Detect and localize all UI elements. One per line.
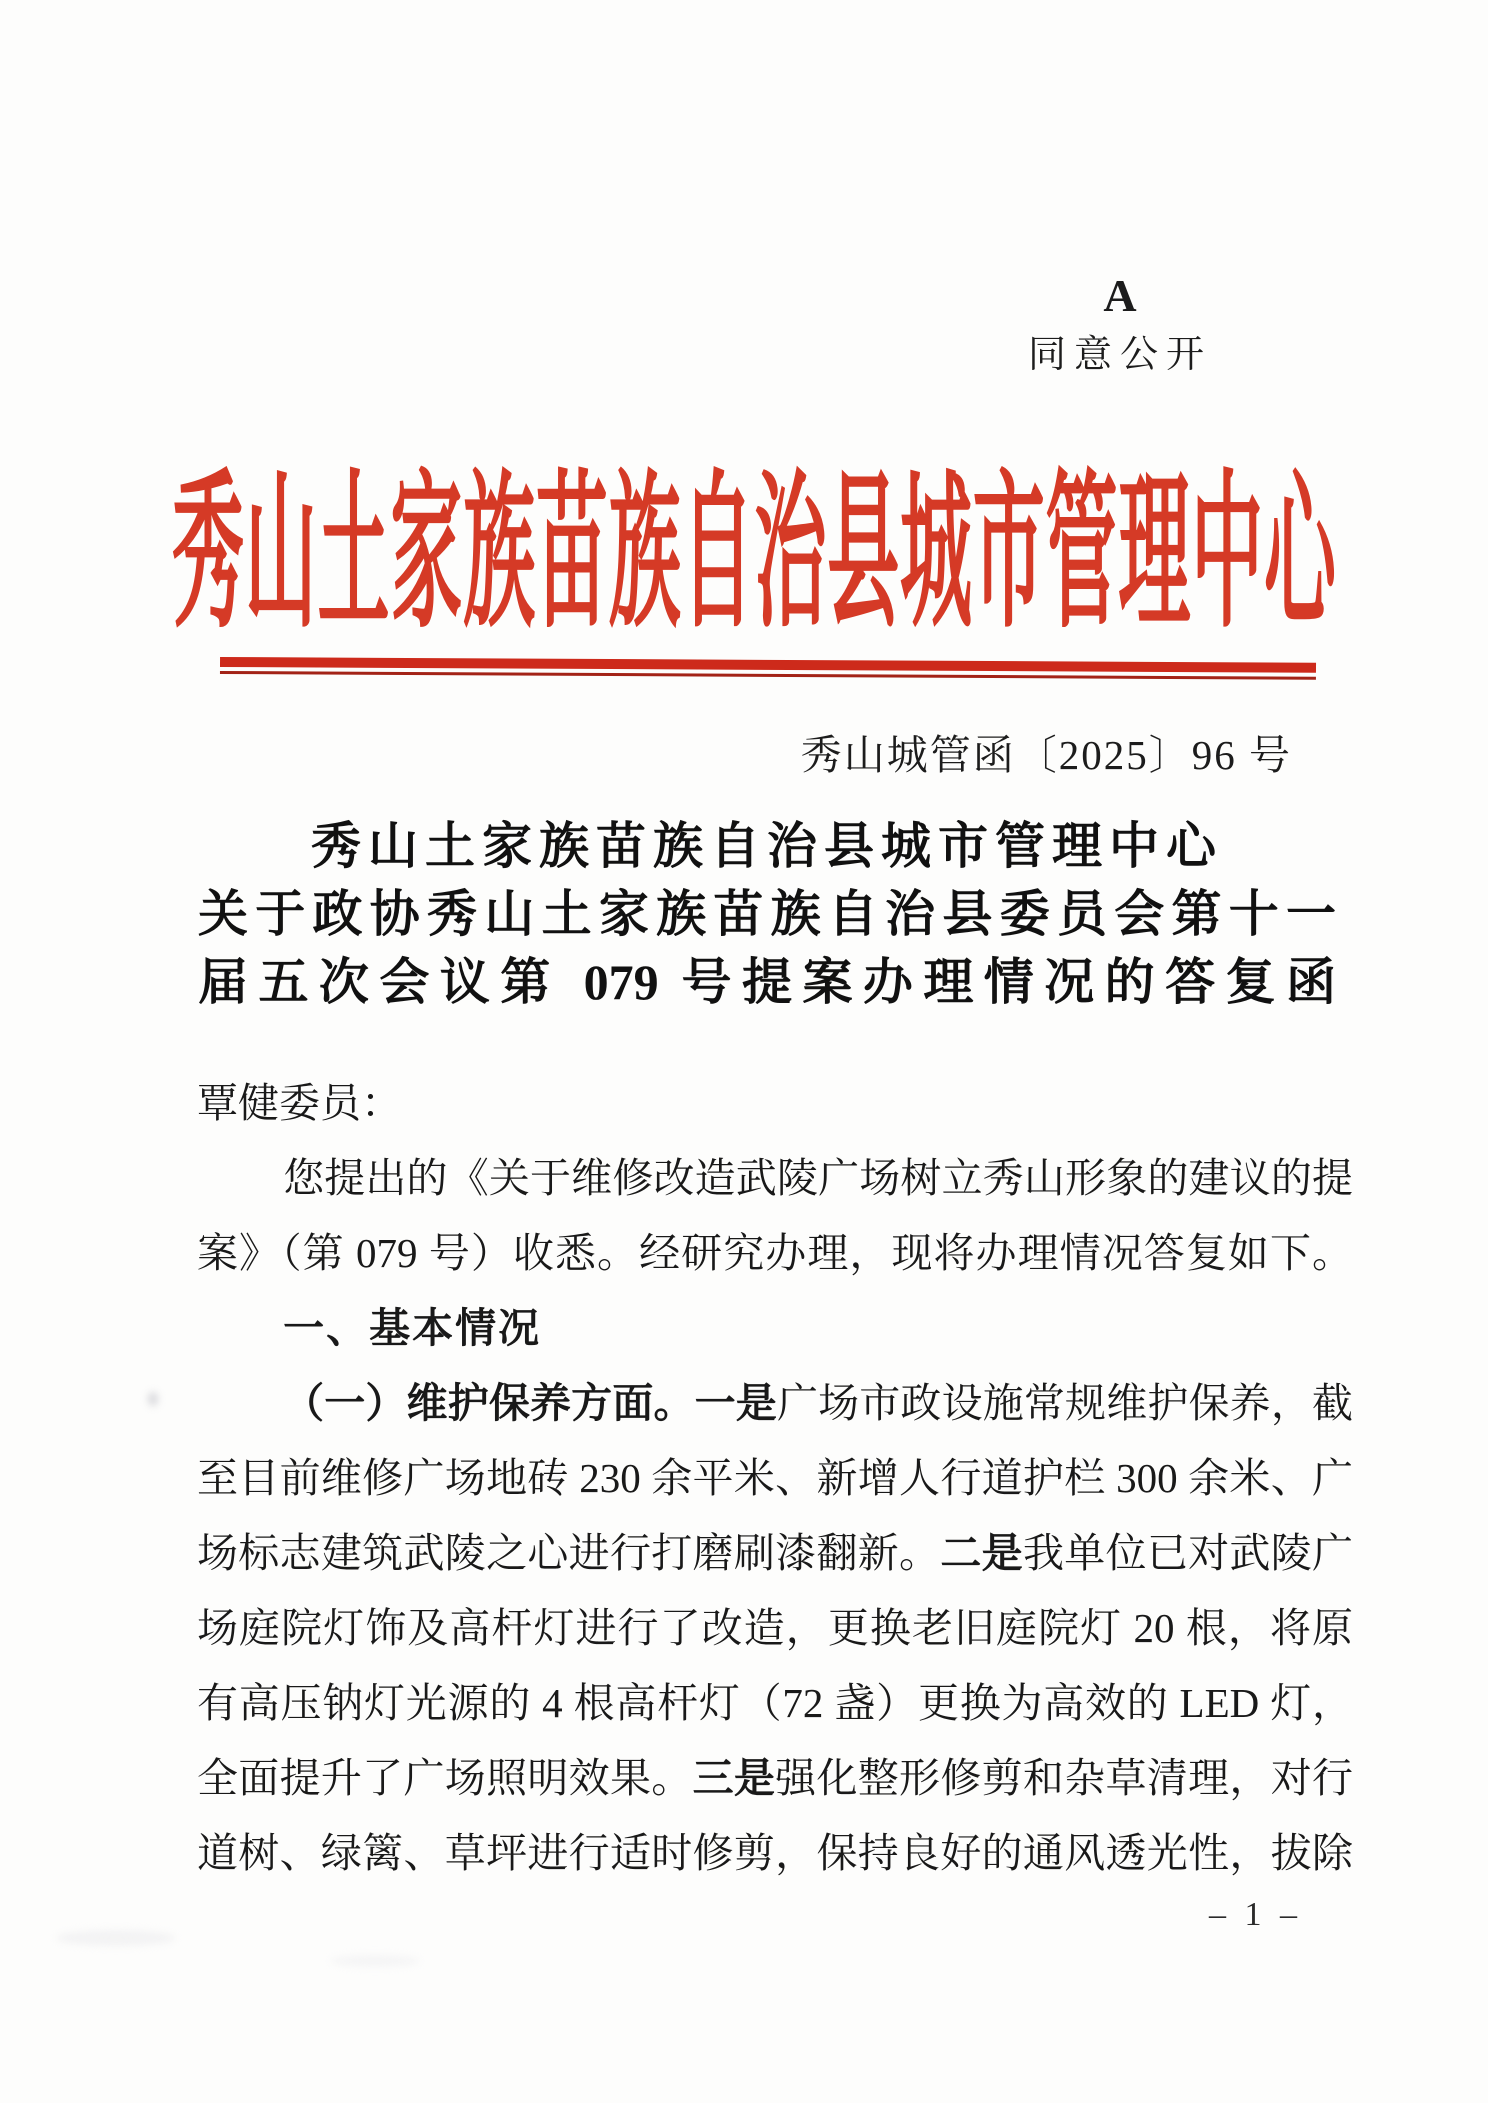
body-line	[197, 1816, 1353, 1891]
body-line	[197, 1666, 1353, 1741]
body-line	[197, 1441, 1353, 1516]
body-run: 二是	[940, 1530, 1023, 1576]
body-run: 场标志建筑武陵之心进行打磨刷漆翻新。	[197, 1530, 941, 1576]
body-run: 我单位已对武陵广	[1022, 1530, 1354, 1576]
body-run: 道树、绿篱、草坪进行适时修剪，保持良好的通风透光性，拔除	[197, 1830, 1353, 1876]
document-title-line: 关于政协秀山土家族苗族自治县委员会第十一	[198, 886, 1336, 942]
letterhead-divider	[220, 657, 1316, 680]
body-run: 一、基本情况	[283, 1305, 542, 1351]
letterhead-char: 中	[1191, 460, 1264, 649]
document-title-line: 届五次会议第 079 号提案办理情况的答复函	[198, 954, 1336, 1010]
body-run: （一）维护保养方面。	[283, 1380, 695, 1426]
page-number: – 1 –	[1209, 1896, 1302, 1933]
body-run: 场庭院灯饰及高杆灯进行了改造，更换老旧庭院灯 20 根，将原	[197, 1605, 1353, 1651]
body-run: 有高压钠灯光源的 4 根高杆灯（72 盏）更换为高效的 LED 灯，	[197, 1680, 1353, 1726]
scan-artifact	[148, 1392, 158, 1406]
letterhead-char: 自	[681, 460, 754, 649]
letterhead-char: 管	[1045, 460, 1118, 649]
approval-block	[1015, 272, 1225, 376]
scan-artifact	[330, 1955, 420, 1967]
document-title	[198, 812, 1336, 1016]
body-line	[197, 1516, 1353, 1591]
letterhead-char: 治	[754, 460, 827, 649]
letterhead-char: 苗	[535, 460, 608, 649]
body-run: 您提出的《关于维修改造武陵广场树立秀山形象的建议的提	[283, 1155, 1353, 1201]
body-line	[197, 1291, 1353, 1366]
letterhead-char: 山	[244, 460, 317, 649]
divider-thin-line	[220, 671, 1316, 680]
letterhead-char: 县	[827, 460, 900, 649]
letterhead-char: 理	[1118, 460, 1191, 649]
body-run: 全面提升了广场照明效果。	[197, 1755, 693, 1801]
body-run: 至目前维修广场地砖 230 余平米、新增人行道护栏 300 余米、广	[197, 1455, 1353, 1501]
body-line	[197, 1366, 1353, 1441]
letterhead-char: 家	[390, 460, 463, 649]
body-line	[197, 1741, 1353, 1816]
body-text	[197, 1066, 1353, 1891]
body-line	[197, 1591, 1353, 1666]
letterhead-char: 秀	[172, 460, 245, 649]
letterhead-title	[172, 446, 1336, 649]
body-line	[197, 1141, 1353, 1216]
letterhead-char: 土	[317, 460, 390, 649]
body-run: 强化整形修剪和杂草清理，对行	[775, 1755, 1354, 1801]
letterhead-char: 心	[1263, 460, 1336, 649]
letterhead-char: 市	[972, 460, 1045, 649]
grade-label: A	[1103, 270, 1137, 321]
letterhead-char: 族	[608, 460, 681, 649]
scan-artifact	[56, 1930, 176, 1946]
body-line	[197, 1066, 1353, 1141]
publish-approval-label: 同意公开	[1027, 334, 1212, 376]
body-run: 三是	[692, 1755, 776, 1801]
letterhead-char: 族	[463, 460, 536, 649]
body-run: 覃健委员：	[197, 1080, 402, 1126]
body-run: 一是	[694, 1380, 777, 1426]
body-line	[197, 1216, 1353, 1291]
body-run: 案》（第 079 号）收悉。经研究办理，现将办理情况答复如下。	[197, 1230, 1353, 1276]
body-run: 广场市政设施常规维护保养，截	[776, 1380, 1353, 1426]
document-number: 秀山城管函〔2025〕96 号	[800, 732, 1292, 778]
document-title-line: 秀山土家族苗族自治县城市管理中心	[311, 818, 1223, 874]
letterhead-char: 城	[899, 460, 972, 649]
